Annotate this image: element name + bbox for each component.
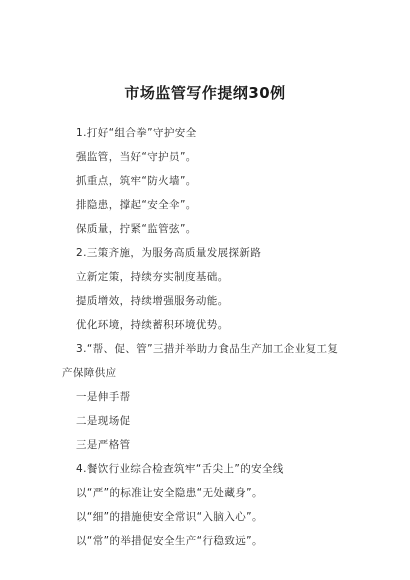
body-line: 以“细”的措施使安全常识“入脑入心”。 <box>76 511 263 523</box>
body-line: 保质量，拧紧“监管弦”。 <box>76 223 197 235</box>
document-title: 市场监管写作提纲30例 <box>124 84 286 102</box>
body-line: 二是现场促 <box>76 415 131 427</box>
body-line: 以“常”的举措促安全生产“行稳致远”。 <box>76 535 263 547</box>
section-heading-2: 2.三策齐施，为服务高质量发展探新路 <box>76 247 262 259</box>
body-line: 立新定策，持续夯实制度基础。 <box>76 271 229 283</box>
section-heading-4: 4.餐饮行业综合检查筑牢“舌尖上”的安全线 <box>76 463 284 475</box>
body-line: 一是伸手帮 <box>76 391 131 403</box>
section-heading-3-continued: 产保障供应 <box>62 367 117 379</box>
body-line: 以“严”的标准让安全隐患“无处藏身”。 <box>76 487 263 499</box>
body-line: 强监管，当好“守护员”。 <box>76 151 197 163</box>
body-line: 抓重点，筑牢“防火墙”。 <box>76 175 197 187</box>
body-line: 排隐患，撑起“安全伞”。 <box>76 199 197 211</box>
section-heading-1: 1.打好“组合拳”守护安全 <box>76 127 197 139</box>
section-heading-3: 3.“帮、促、管”三措并举助力食品生产加工企业复工复 <box>76 343 339 355</box>
body-line: 优化环境，持续蓄积环境优势。 <box>76 319 229 331</box>
body-line: 提质增效，持续增强服务动能。 <box>76 295 229 307</box>
body-line: 三是严格管 <box>76 439 131 451</box>
